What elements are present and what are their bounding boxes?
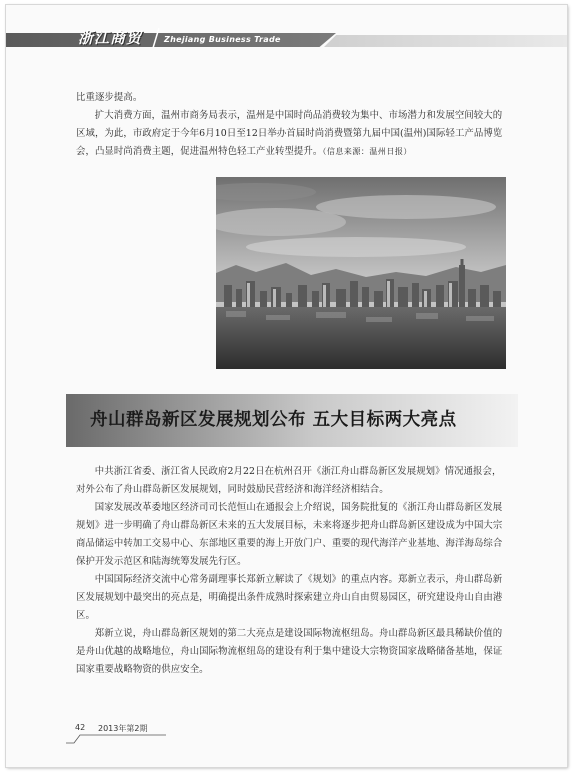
- brand-logo-cn: 浙江商贸: [78, 29, 143, 47]
- intro-text-block: [76, 89, 506, 161]
- article-paragraph-3: 中国国际经济交流中心常务副理事长郑新立解读了《规划》的重点内容。郑新立表示，舟山群岛新区发展规划中最突出的亮点是，明确提出条件成熟时探索建立舟山自由贸易园区，研究建设舟山自由港区。: [76, 574, 503, 621]
- issue-label: 2013年第2期: [98, 724, 148, 733]
- intro-paragraph-2: [76, 107, 506, 161]
- page-number: 42: [75, 723, 86, 732]
- brand-english: Zhejiang Business Trade: [164, 35, 281, 44]
- article-headline: 舟山群岛新区发展规划公布 五大目标两大亮点: [90, 410, 457, 430]
- source-note: （信息来源：温州日报）: [322, 147, 412, 156]
- article-paragraph-1: 中共浙江省委、浙江省人民政府2月22日在杭州召开《浙江舟山群岛新区发展规划》情况通报会，对外公布了舟山群岛新区发展规划，同时鼓励民营经济和海洋经济相结合。: [76, 466, 502, 495]
- intro-paragraph-1: 比重逐步提高。: [76, 92, 143, 103]
- article-body: [76, 463, 506, 679]
- article-paragraph-4: 郑新立说，舟山群岛新区规划的第二大亮点是建设国际物流枢纽岛。舟山群岛新区最具稀缺价值的是舟山优越的战略地位，舟山国际物流枢纽岛的建设有利于集中建设大宗物资国家战略储备基地，保证国家重要战略物资的供应安全。: [76, 628, 503, 675]
- header-divider-slash: [152, 27, 160, 49]
- article-headline-banner: [66, 394, 518, 447]
- article-paragraph-2: 国家发展改革委地区经济司司长范恒山在通报会上介绍说，国务院批复的《浙江舟山群岛新区发展规划》进一步明确了舟山群岛新区未来的五大发展目标，未来将逐步把舟山群岛新区建设成为中国大宗商品储运中转加工交易中心、东部地区重要的海上开放门户、重要的现代海洋产业基地、海洋海岛综合保护开发示范区和陆海统筹发展先行区。: [76, 502, 503, 567]
- intro-paragraph-2-text: 扩大消费方面，温州市商务局表示，温州是中国时尚品消费较为集中、市场潜力和发展空间较大的区域，为此，市政府定于今年6月10日至12日举办首届时尚消费暨第九届中国(温州)国际轻工产品博览会，凸显时尚消费主题，促进温州特色轻工产业转型提升。: [76, 110, 503, 157]
- city-skyline-photo: [216, 177, 506, 369]
- header-band-light: [324, 35, 567, 47]
- footer-rule: [66, 734, 166, 744]
- magazine-page: [6, 5, 567, 767]
